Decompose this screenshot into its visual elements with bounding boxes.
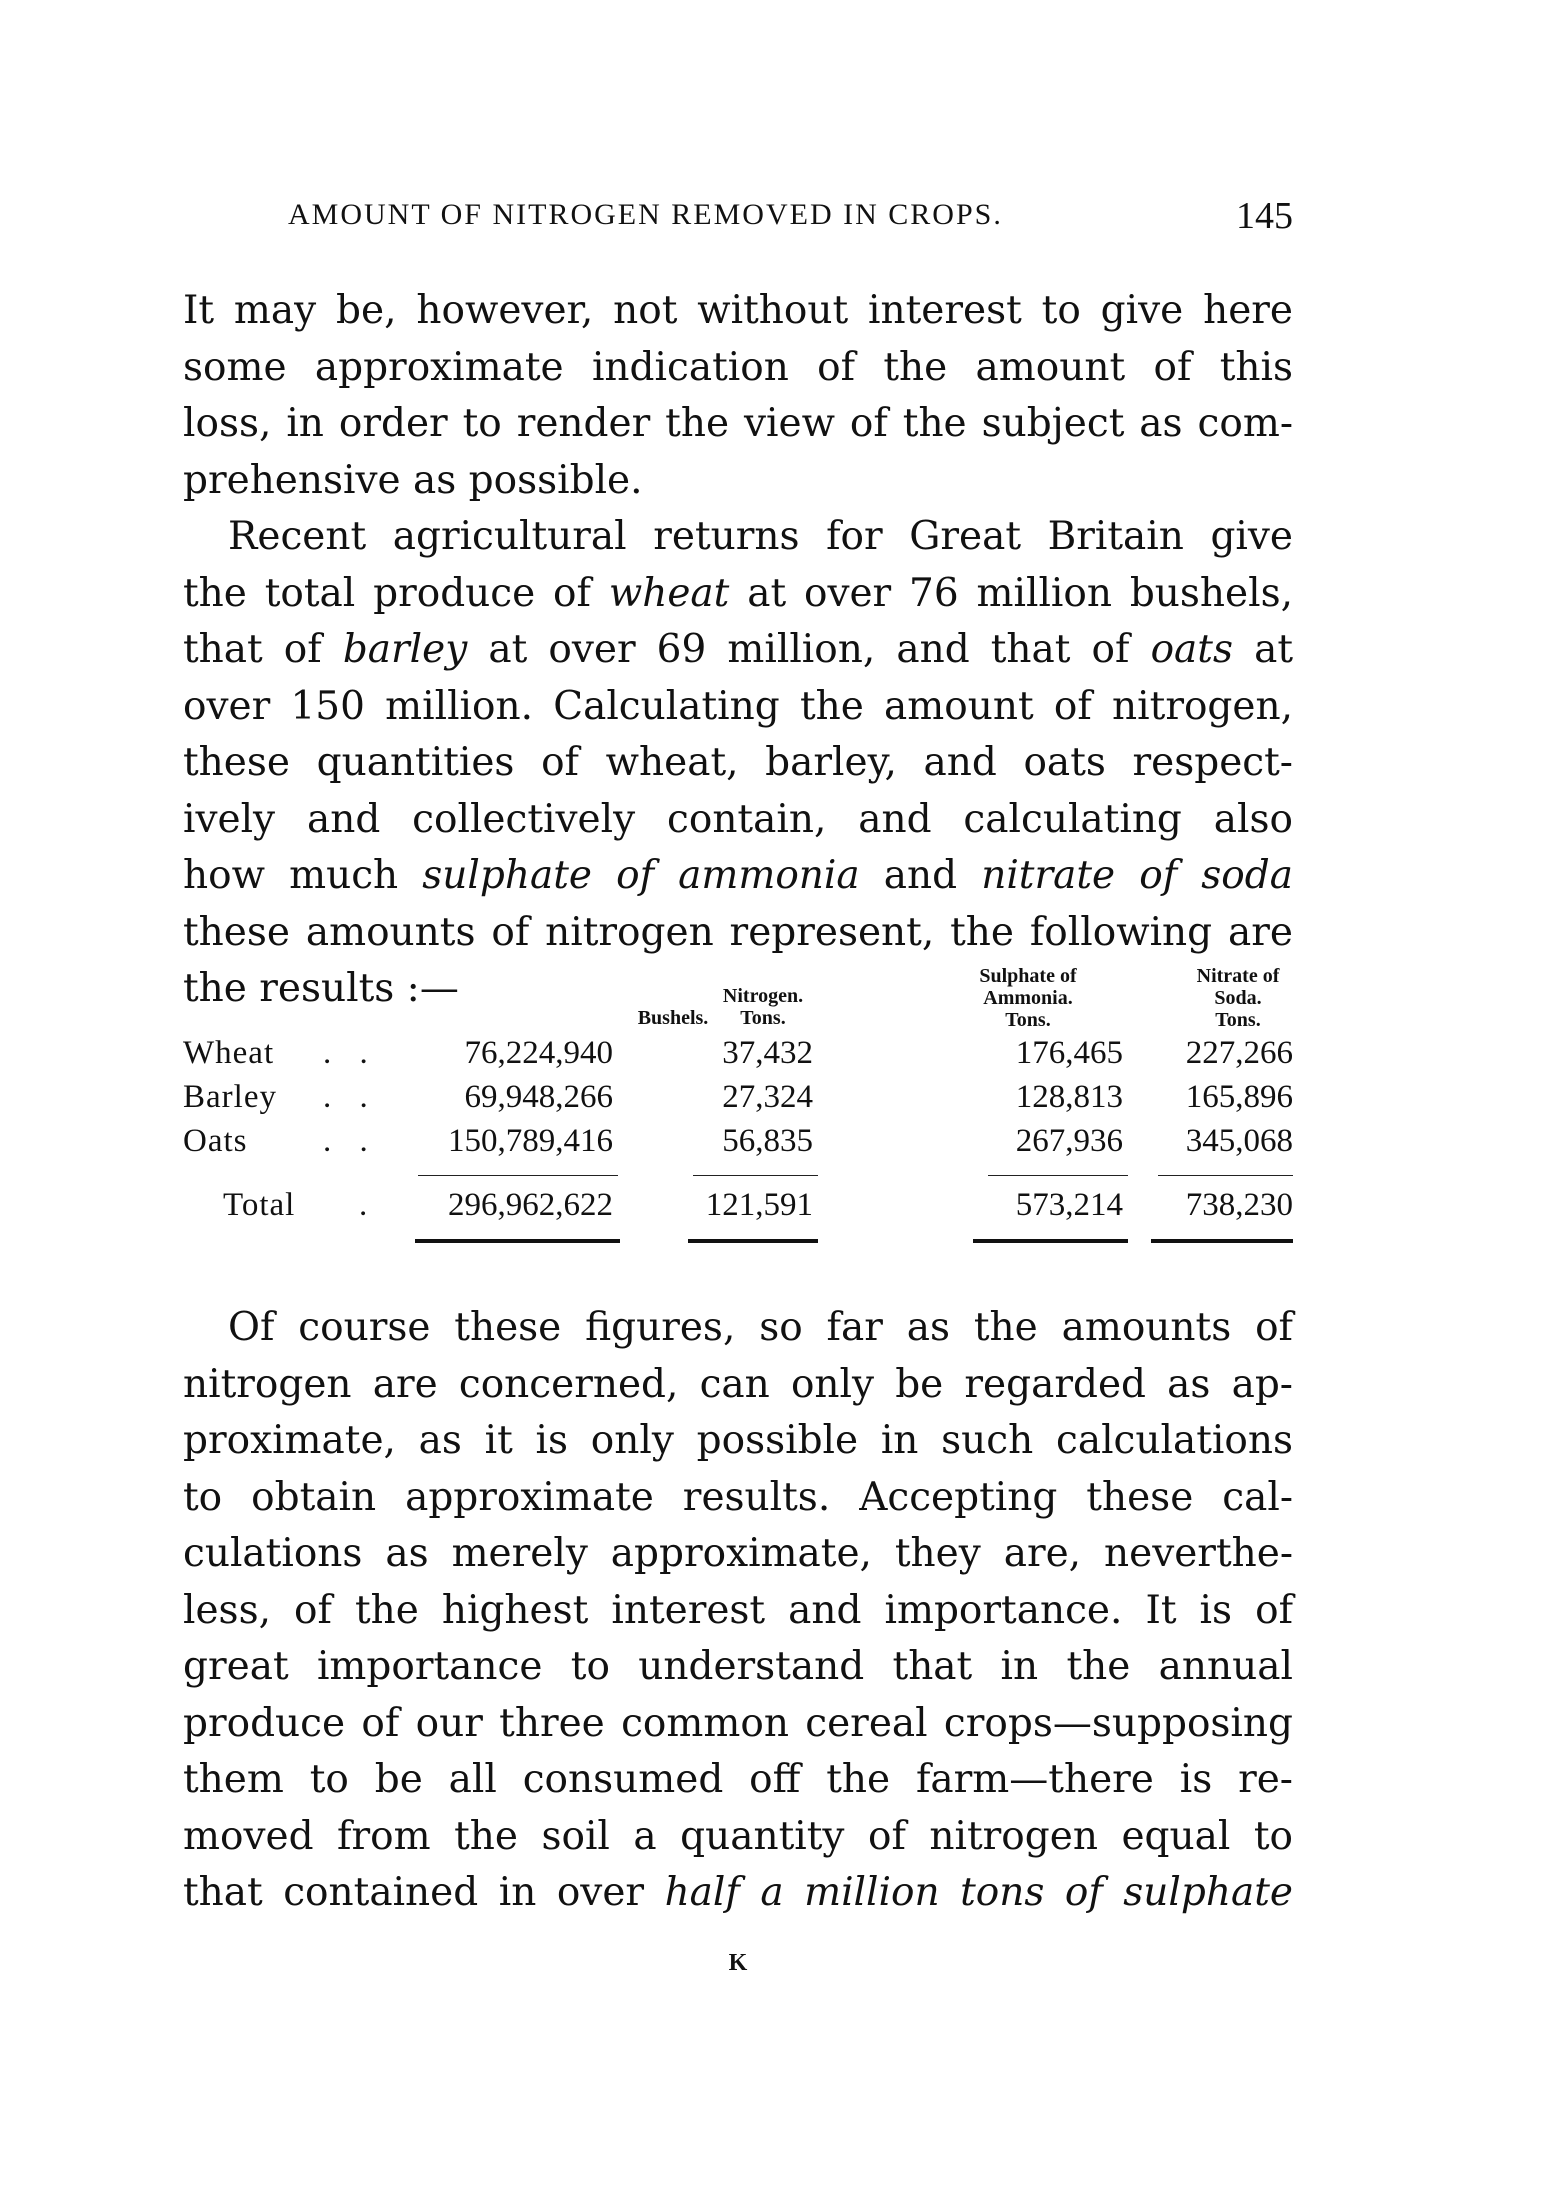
- cell-nitrate: 165,896: [1185, 1079, 1293, 1115]
- cell-sulphate: 128,813: [1015, 1079, 1123, 1115]
- cell-nitrogen: 37,432: [722, 1035, 813, 1071]
- nitrogen-table: [183, 965, 1293, 1285]
- text-line: that contained in over half a million tons of sulphate: [183, 1870, 1293, 1915]
- paragraph-3: [183, 1300, 1293, 1922]
- total-rule: [415, 1239, 620, 1243]
- italic-wheat: wheat: [608, 570, 730, 616]
- cell-bushels: 76,224,940: [464, 1035, 613, 1071]
- text-line: prehensive as possible.: [183, 457, 643, 503]
- text-line: that of barley at over 69 million, and that of oats at: [183, 627, 1293, 672]
- leader-dots: .: [359, 1187, 378, 1223]
- running-title: AMOUNT OF NITROGEN REMOVED IN CROPS.: [288, 198, 1003, 231]
- text-line: less, of the highest interest and importance. It is of: [183, 1587, 1293, 1633]
- italic-nitrate-of-soda: nitrate of soda: [981, 853, 1293, 898]
- leader-dots: . .: [323, 1035, 378, 1071]
- italic-sulphate-of-ammonia: sulphate of ammonia: [422, 853, 860, 898]
- text-line: Recent agricultural returns for Great Britain give: [228, 514, 1293, 559]
- total-nitrate: 738,230: [1185, 1187, 1293, 1223]
- cell-sulphate: 267,936: [1015, 1123, 1123, 1159]
- text-line: loss, in order to render the view of the subject as com-: [183, 401, 1293, 446]
- text-line: some approximate indication of the amount of this: [183, 344, 1293, 390]
- leader-dots: . .: [323, 1123, 378, 1159]
- paragraph-1: [183, 283, 1293, 509]
- total-bushels: 296,962,622: [448, 1187, 613, 1223]
- table-row: [183, 1123, 1293, 1167]
- text-line: culations as merely approximate, they are, neverthe-: [183, 1531, 1293, 1576]
- text-line: Of course these figures, so far as the amounts of: [228, 1305, 1293, 1350]
- total-sulphate: 573,214: [1015, 1187, 1123, 1223]
- cell-bushels: 150,789,416: [448, 1123, 613, 1159]
- text-line: the total produce of wheat at over 76 million bushels,: [183, 570, 1294, 616]
- text-line: It may be, however, not without interest to give here: [183, 288, 1293, 333]
- text-line: over 150 million. Calculating the amount of nitrogen,: [183, 683, 1293, 729]
- text-line: to obtain approximate results. Accepting these cal-: [183, 1474, 1293, 1520]
- text-line: these quantities of wheat, barley, and oats respect-: [183, 740, 1293, 785]
- cell-nitrogen: 27,324: [722, 1079, 813, 1115]
- running-head: [288, 195, 1293, 248]
- header-nitrogen: Nitrogen. Tons.: [722, 985, 804, 1029]
- total-rule: [1151, 1239, 1293, 1243]
- total-rule: [688, 1239, 818, 1243]
- text-line: them to be all consumed off the farm—there is re-: [183, 1757, 1293, 1802]
- text-line: how much sulphate of ammonia and nitrate of soda: [183, 853, 1293, 898]
- total-nitrogen: 121,591: [705, 1187, 813, 1223]
- sum-rule: [693, 1175, 818, 1176]
- signature-mark: K: [728, 1950, 748, 1976]
- cell-sulphate: 176,465: [1015, 1035, 1123, 1071]
- row-label: Barley: [183, 1079, 277, 1115]
- text-line: moved from the soil a quantity of nitrogen equal to: [183, 1813, 1293, 1859]
- header-bushels: Bushels.: [637, 1007, 709, 1029]
- italic-barley: barley: [342, 627, 468, 672]
- total-rule: [973, 1239, 1128, 1243]
- row-label: Oats: [183, 1123, 248, 1159]
- text-line: ively and collectively contain, and calculating also: [183, 796, 1293, 842]
- sum-rule: [988, 1175, 1128, 1176]
- total-label: Total: [223, 1187, 296, 1223]
- cell-nitrate: 227,266: [1185, 1035, 1293, 1071]
- italic-oats: oats: [1150, 627, 1233, 672]
- cell-nitrate: 345,068: [1185, 1123, 1293, 1159]
- text-line: the results :—: [183, 966, 459, 1011]
- row-label: Wheat: [183, 1035, 275, 1071]
- paragraph-2: [183, 509, 1293, 1018]
- text-line: nitrogen are concerned, can only be regarded as ap-: [183, 1361, 1293, 1407]
- header-sulphate-of-ammonia: Sulphate of Ammonia. Tons.: [979, 965, 1077, 1031]
- cell-bushels: 69,948,266: [464, 1079, 613, 1115]
- cell-nitrogen: 56,835: [722, 1123, 813, 1159]
- leader-dots: . .: [323, 1079, 378, 1115]
- italic-half-a-million: half a million tons of sulphate: [664, 1870, 1293, 1915]
- table-row: [183, 1079, 1293, 1123]
- page-number: 145: [1236, 195, 1293, 237]
- text-line: these amounts of nitrogen represent, the following are: [183, 909, 1293, 955]
- text-line: produce of our three common cereal crops—supposing: [183, 1700, 1293, 1746]
- sum-rule: [418, 1175, 618, 1176]
- table-row: [183, 1035, 1293, 1079]
- header-nitrate-of-soda: Nitrate of Soda. Tons.: [1196, 965, 1280, 1031]
- table-total-row: [183, 1187, 1293, 1231]
- text-line: proximate, as it is only possible in such calculations: [183, 1418, 1293, 1463]
- sum-rule: [1158, 1175, 1293, 1176]
- text-line: great importance to understand that in the annual: [183, 1644, 1293, 1689]
